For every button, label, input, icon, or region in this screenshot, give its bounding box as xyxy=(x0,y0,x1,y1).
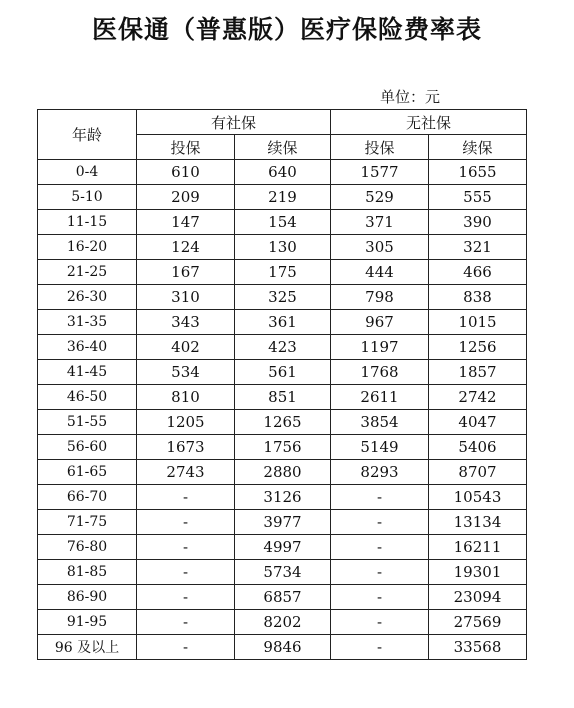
age-cell: 61-65 xyxy=(38,460,137,485)
table-row xyxy=(38,585,527,610)
with-social-renew-cell: 175 xyxy=(235,260,331,285)
table-row xyxy=(38,160,527,185)
age-cell: 41-45 xyxy=(38,360,137,385)
without-social-renew-cell: 27569 xyxy=(429,610,527,635)
without-social-enroll-cell: - xyxy=(331,610,429,635)
without-social-enroll-cell: 967 xyxy=(331,310,429,335)
without-social-renew-cell: 838 xyxy=(429,285,527,310)
header-with-social-enroll: 投保 xyxy=(137,135,235,160)
without-social-renew-cell: 1015 xyxy=(429,310,527,335)
table-row xyxy=(38,535,527,560)
age-cell: 26-30 xyxy=(38,285,137,310)
with-social-enroll-cell: - xyxy=(137,610,235,635)
table-row xyxy=(38,410,527,435)
without-social-enroll-cell: - xyxy=(331,585,429,610)
with-social-enroll-cell: 124 xyxy=(137,235,235,260)
without-social-enroll-cell: - xyxy=(331,510,429,535)
without-social-renew-cell: 321 xyxy=(429,235,527,260)
header-with-social-insurance: 有社保 xyxy=(137,110,331,135)
with-social-renew-cell: 1265 xyxy=(235,410,331,435)
table-row xyxy=(38,310,527,335)
table-row xyxy=(38,260,527,285)
without-social-renew-cell: 1857 xyxy=(429,360,527,385)
with-social-renew-cell: 3977 xyxy=(235,510,331,535)
without-social-enroll-cell: 529 xyxy=(331,185,429,210)
with-social-enroll-cell: 209 xyxy=(137,185,235,210)
without-social-enroll-cell: - xyxy=(331,535,429,560)
table-row xyxy=(38,360,527,385)
header-row-group xyxy=(38,110,527,135)
with-social-renew-cell: 9846 xyxy=(235,635,331,660)
without-social-enroll-cell: 8293 xyxy=(331,460,429,485)
with-social-renew-cell: 2880 xyxy=(235,460,331,485)
with-social-renew-cell: 5734 xyxy=(235,560,331,585)
with-social-renew-cell: 1756 xyxy=(235,435,331,460)
without-social-renew-cell: 466 xyxy=(429,260,527,285)
with-social-enroll-cell: - xyxy=(137,535,235,560)
with-social-renew-cell: 423 xyxy=(235,335,331,360)
with-social-renew-cell: 219 xyxy=(235,185,331,210)
table-row xyxy=(38,385,527,410)
table-row xyxy=(38,610,527,635)
unit-label: 单位：元 xyxy=(380,88,441,106)
age-cell: 96 及以上 xyxy=(38,635,137,660)
without-social-enroll-cell: 1768 xyxy=(331,360,429,385)
without-social-enroll-cell: 444 xyxy=(331,260,429,285)
header-without-social-insurance: 无社保 xyxy=(331,110,527,135)
without-social-enroll-cell: 798 xyxy=(331,285,429,310)
without-social-renew-cell: 2742 xyxy=(429,385,527,410)
age-cell: 76-80 xyxy=(38,535,137,560)
with-social-renew-cell: 561 xyxy=(235,360,331,385)
without-social-renew-cell: 5406 xyxy=(429,435,527,460)
without-social-enroll-cell: - xyxy=(331,485,429,510)
table-row xyxy=(38,210,527,235)
table-row xyxy=(38,335,527,360)
without-social-enroll-cell: - xyxy=(331,635,429,660)
table-row xyxy=(38,185,527,210)
header-age: 年龄 xyxy=(38,110,137,160)
with-social-enroll-cell: 2743 xyxy=(137,460,235,485)
with-social-enroll-cell: 1673 xyxy=(137,435,235,460)
table-row xyxy=(38,635,527,660)
with-social-enroll-cell: 147 xyxy=(137,210,235,235)
without-social-renew-cell: 1256 xyxy=(429,335,527,360)
without-social-renew-cell: 8707 xyxy=(429,460,527,485)
table-row xyxy=(38,510,527,535)
age-cell: 31-35 xyxy=(38,310,137,335)
header-without-social-enroll: 投保 xyxy=(331,135,429,160)
age-cell: 0-4 xyxy=(38,160,137,185)
without-social-enroll-cell: 5149 xyxy=(331,435,429,460)
with-social-renew-cell: 640 xyxy=(235,160,331,185)
with-social-renew-cell: 6857 xyxy=(235,585,331,610)
with-social-enroll-cell: - xyxy=(137,485,235,510)
rate-table-body xyxy=(38,160,527,660)
with-social-enroll-cell: - xyxy=(137,635,235,660)
with-social-renew-cell: 361 xyxy=(235,310,331,335)
with-social-renew-cell: 130 xyxy=(235,235,331,260)
without-social-renew-cell: 19301 xyxy=(429,560,527,585)
table-row xyxy=(38,435,527,460)
with-social-enroll-cell: 810 xyxy=(137,385,235,410)
premium-rate-table xyxy=(37,109,527,660)
without-social-renew-cell: 390 xyxy=(429,210,527,235)
without-social-enroll-cell: 1577 xyxy=(331,160,429,185)
without-social-enroll-cell: 371 xyxy=(331,210,429,235)
table-row xyxy=(38,485,527,510)
age-cell: 21-25 xyxy=(38,260,137,285)
age-cell: 16-20 xyxy=(38,235,137,260)
with-social-renew-cell: 4997 xyxy=(235,535,331,560)
age-cell: 86-90 xyxy=(38,585,137,610)
header-without-social-renew: 续保 xyxy=(429,135,527,160)
with-social-enroll-cell: - xyxy=(137,585,235,610)
table-row xyxy=(38,560,527,585)
with-social-enroll-cell: 1205 xyxy=(137,410,235,435)
with-social-renew-cell: 851 xyxy=(235,385,331,410)
table-row xyxy=(38,460,527,485)
with-social-renew-cell: 154 xyxy=(235,210,331,235)
age-cell: 66-70 xyxy=(38,485,137,510)
without-social-enroll-cell: 2611 xyxy=(331,385,429,410)
without-social-enroll-cell: - xyxy=(331,560,429,585)
with-social-renew-cell: 8202 xyxy=(235,610,331,635)
table-row xyxy=(38,235,527,260)
table-row xyxy=(38,285,527,310)
age-cell: 71-75 xyxy=(38,510,137,535)
without-social-renew-cell: 555 xyxy=(429,185,527,210)
with-social-enroll-cell: 167 xyxy=(137,260,235,285)
with-social-enroll-cell: 610 xyxy=(137,160,235,185)
age-cell: 91-95 xyxy=(38,610,137,635)
without-social-enroll-cell: 305 xyxy=(331,235,429,260)
with-social-renew-cell: 325 xyxy=(235,285,331,310)
without-social-enroll-cell: 1197 xyxy=(331,335,429,360)
without-social-renew-cell: 33568 xyxy=(429,635,527,660)
page-title: 医保通（普惠版）医疗保险费率表 xyxy=(91,15,482,44)
without-social-renew-cell: 23094 xyxy=(429,585,527,610)
age-cell: 46-50 xyxy=(38,385,137,410)
with-social-enroll-cell: 310 xyxy=(137,285,235,310)
age-cell: 5-10 xyxy=(38,185,137,210)
without-social-renew-cell: 16211 xyxy=(429,535,527,560)
without-social-renew-cell: 13134 xyxy=(429,510,527,535)
without-social-renew-cell: 10543 xyxy=(429,485,527,510)
with-social-enroll-cell: 534 xyxy=(137,360,235,385)
age-cell: 81-85 xyxy=(38,560,137,585)
without-social-renew-cell: 1655 xyxy=(429,160,527,185)
age-cell: 11-15 xyxy=(38,210,137,235)
with-social-enroll-cell: 402 xyxy=(137,335,235,360)
age-cell: 51-55 xyxy=(38,410,137,435)
with-social-enroll-cell: - xyxy=(137,510,235,535)
without-social-enroll-cell: 3854 xyxy=(331,410,429,435)
with-social-enroll-cell: 343 xyxy=(137,310,235,335)
header-with-social-renew: 续保 xyxy=(235,135,331,160)
age-cell: 56-60 xyxy=(38,435,137,460)
with-social-enroll-cell: - xyxy=(137,560,235,585)
without-social-renew-cell: 4047 xyxy=(429,410,527,435)
with-social-renew-cell: 3126 xyxy=(235,485,331,510)
age-cell: 36-40 xyxy=(38,335,137,360)
